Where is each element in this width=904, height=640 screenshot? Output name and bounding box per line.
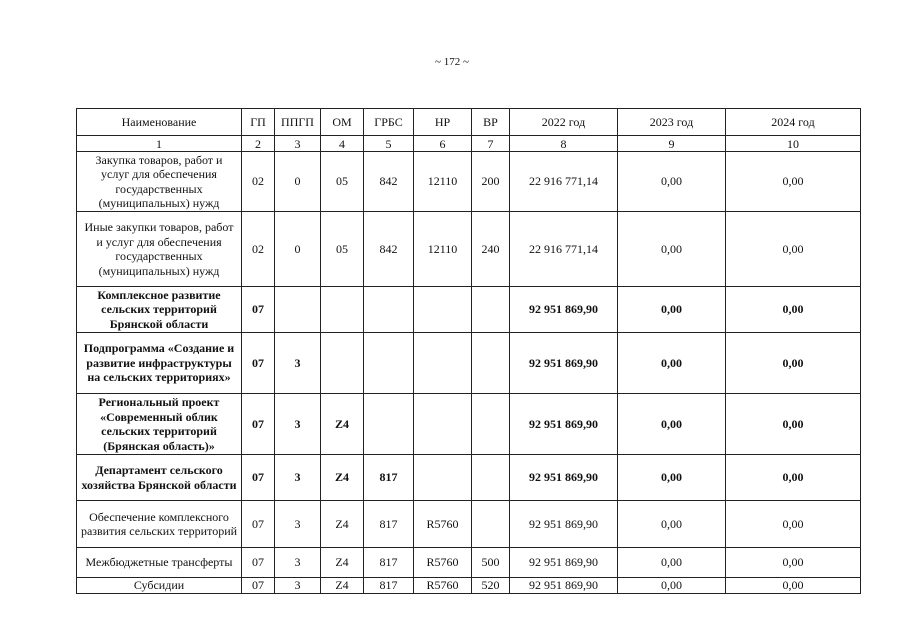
grbs-cell: 842 bbox=[364, 212, 414, 287]
ppgp-cell: 3 bbox=[275, 548, 321, 578]
amount-2023-cell: 0,00 bbox=[618, 501, 726, 548]
column-header: ППГП bbox=[275, 109, 321, 136]
gp-cell: 07 bbox=[242, 333, 275, 394]
row-name-cell: Подпрограмма «Создание и развитие инфраструктуры на сельских территориях» bbox=[77, 333, 242, 394]
nr-cell: R5760 bbox=[414, 501, 472, 548]
om-cell: 05 bbox=[321, 152, 364, 212]
column-number: 8 bbox=[510, 136, 618, 152]
grbs-cell bbox=[364, 394, 414, 455]
vr-cell bbox=[472, 394, 510, 455]
gp-cell: 02 bbox=[242, 212, 275, 287]
column-header: 2022 год bbox=[510, 109, 618, 136]
amount-2022-cell: 22 916 771,14 bbox=[510, 152, 618, 212]
table-row bbox=[77, 578, 861, 594]
column-header: 2024 год bbox=[726, 109, 861, 136]
ppgp-cell: 3 bbox=[275, 333, 321, 394]
table-row bbox=[77, 152, 861, 212]
amount-2024-cell: 0,00 bbox=[726, 578, 861, 594]
nr-cell bbox=[414, 394, 472, 455]
row-name-cell: Закупка товаров, работ и услуг для обеспечения государственных (муниципальных) нужд bbox=[77, 152, 242, 212]
column-header: Наименование bbox=[77, 109, 242, 136]
row-name-cell: Департамент сельского хозяйства Брянской области bbox=[77, 455, 242, 501]
grbs-cell bbox=[364, 333, 414, 394]
column-header: ГРБС bbox=[364, 109, 414, 136]
column-header: 2023 год bbox=[618, 109, 726, 136]
header-row bbox=[77, 109, 861, 136]
amount-2024-cell: 0,00 bbox=[726, 394, 861, 455]
amount-2022-cell: 92 951 869,90 bbox=[510, 287, 618, 333]
amount-2022-cell: 92 951 869,90 bbox=[510, 548, 618, 578]
table-row bbox=[77, 333, 861, 394]
amount-2023-cell: 0,00 bbox=[618, 394, 726, 455]
vr-cell: 200 bbox=[472, 152, 510, 212]
om-cell: Z4 bbox=[321, 548, 364, 578]
vr-cell bbox=[472, 455, 510, 501]
nr-cell bbox=[414, 333, 472, 394]
column-header: ГП bbox=[242, 109, 275, 136]
gp-cell: 07 bbox=[242, 394, 275, 455]
gp-cell: 07 bbox=[242, 501, 275, 548]
table-body bbox=[77, 152, 861, 594]
grbs-cell: 842 bbox=[364, 152, 414, 212]
column-header: ВР bbox=[472, 109, 510, 136]
vr-cell bbox=[472, 501, 510, 548]
row-name-cell: Межбюджетные трансферты bbox=[77, 548, 242, 578]
row-name-cell: Комплексное развитие сельских территорий Брянской области bbox=[77, 287, 242, 333]
om-cell: Z4 bbox=[321, 578, 364, 594]
column-number: 6 bbox=[414, 136, 472, 152]
amount-2022-cell: 92 951 869,90 bbox=[510, 333, 618, 394]
vr-cell bbox=[472, 287, 510, 333]
ppgp-cell bbox=[275, 287, 321, 333]
amount-2024-cell: 0,00 bbox=[726, 455, 861, 501]
row-name-cell: Иные закупки товаров, работ и услуг для обеспечения государственных (муниципальных) нужд bbox=[77, 212, 242, 287]
amount-2022-cell: 92 951 869,90 bbox=[510, 455, 618, 501]
column-number: 3 bbox=[275, 136, 321, 152]
column-number-row bbox=[77, 136, 861, 152]
nr-cell: 12110 bbox=[414, 152, 472, 212]
amount-2024-cell: 0,00 bbox=[726, 212, 861, 287]
nr-cell bbox=[414, 287, 472, 333]
budget-table bbox=[76, 108, 861, 594]
gp-cell: 07 bbox=[242, 548, 275, 578]
table-row bbox=[77, 212, 861, 287]
amount-2024-cell: 0,00 bbox=[726, 333, 861, 394]
nr-cell: 12110 bbox=[414, 212, 472, 287]
vr-cell bbox=[472, 333, 510, 394]
page-number: ~ 172 ~ bbox=[435, 56, 469, 68]
table-row bbox=[77, 548, 861, 578]
amount-2023-cell: 0,00 bbox=[618, 548, 726, 578]
om-cell bbox=[321, 333, 364, 394]
amount-2023-cell: 0,00 bbox=[618, 578, 726, 594]
grbs-cell: 817 bbox=[364, 455, 414, 501]
column-number: 4 bbox=[321, 136, 364, 152]
table-header bbox=[77, 109, 861, 152]
grbs-cell: 817 bbox=[364, 548, 414, 578]
amount-2023-cell: 0,00 bbox=[618, 152, 726, 212]
ppgp-cell: 0 bbox=[275, 212, 321, 287]
ppgp-cell: 3 bbox=[275, 501, 321, 548]
amount-2022-cell: 92 951 869,90 bbox=[510, 578, 618, 594]
table-row bbox=[77, 501, 861, 548]
row-name-cell: Региональный проект «Современный облик сельских территорий (Брянская область)» bbox=[77, 394, 242, 455]
vr-cell: 520 bbox=[472, 578, 510, 594]
om-cell: 05 bbox=[321, 212, 364, 287]
column-header: НР bbox=[414, 109, 472, 136]
column-number: 7 bbox=[472, 136, 510, 152]
grbs-cell: 817 bbox=[364, 578, 414, 594]
om-cell bbox=[321, 287, 364, 333]
om-cell: Z4 bbox=[321, 394, 364, 455]
row-name-cell: Обеспечение комплексного развития сельских территорий bbox=[77, 501, 242, 548]
column-number: 2 bbox=[242, 136, 275, 152]
amount-2024-cell: 0,00 bbox=[726, 501, 861, 548]
column-number: 1 bbox=[77, 136, 242, 152]
column-number: 10 bbox=[726, 136, 861, 152]
gp-cell: 07 bbox=[242, 287, 275, 333]
nr-cell bbox=[414, 455, 472, 501]
column-number: 9 bbox=[618, 136, 726, 152]
amount-2023-cell: 0,00 bbox=[618, 333, 726, 394]
amount-2022-cell: 92 951 869,90 bbox=[510, 501, 618, 548]
vr-cell: 240 bbox=[472, 212, 510, 287]
ppgp-cell: 0 bbox=[275, 152, 321, 212]
grbs-cell: 817 bbox=[364, 501, 414, 548]
ppgp-cell: 3 bbox=[275, 455, 321, 501]
gp-cell: 07 bbox=[242, 455, 275, 501]
column-header: ОМ bbox=[321, 109, 364, 136]
nr-cell: R5760 bbox=[414, 548, 472, 578]
amount-2022-cell: 92 951 869,90 bbox=[510, 394, 618, 455]
column-number: 5 bbox=[364, 136, 414, 152]
row-name-cell: Субсидии bbox=[77, 578, 242, 594]
table-row bbox=[77, 455, 861, 501]
amount-2024-cell: 0,00 bbox=[726, 287, 861, 333]
table-row bbox=[77, 287, 861, 333]
ppgp-cell: 3 bbox=[275, 394, 321, 455]
table-row bbox=[77, 394, 861, 455]
ppgp-cell: 3 bbox=[275, 578, 321, 594]
grbs-cell bbox=[364, 287, 414, 333]
amount-2024-cell: 0,00 bbox=[726, 548, 861, 578]
amount-2023-cell: 0,00 bbox=[618, 287, 726, 333]
amount-2024-cell: 0,00 bbox=[726, 152, 861, 212]
amount-2023-cell: 0,00 bbox=[618, 455, 726, 501]
om-cell: Z4 bbox=[321, 455, 364, 501]
gp-cell: 02 bbox=[242, 152, 275, 212]
vr-cell: 500 bbox=[472, 548, 510, 578]
gp-cell: 07 bbox=[242, 578, 275, 594]
amount-2022-cell: 22 916 771,14 bbox=[510, 212, 618, 287]
nr-cell: R5760 bbox=[414, 578, 472, 594]
om-cell: Z4 bbox=[321, 501, 364, 548]
amount-2023-cell: 0,00 bbox=[618, 212, 726, 287]
